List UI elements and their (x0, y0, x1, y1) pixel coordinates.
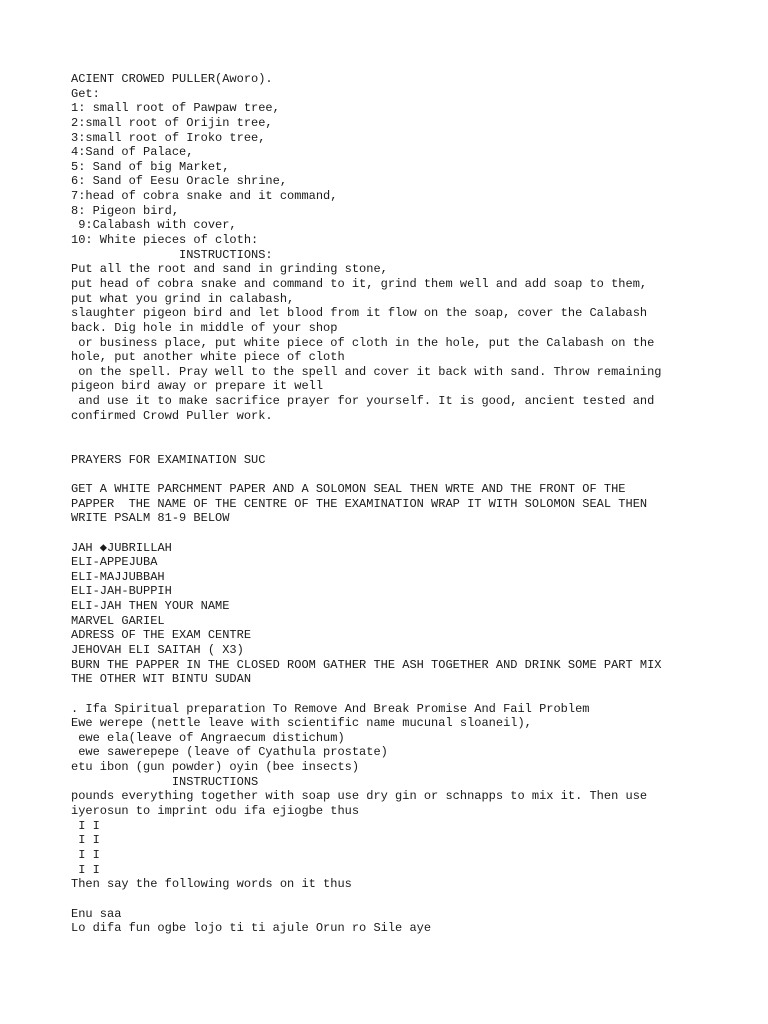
text-line: JEHOVAH ELI SAITAH ( X3) (71, 642, 244, 657)
text-line: pigeon bird away or prepare it well (71, 379, 324, 394)
text-line: Put all the root and sand in grinding stone, (71, 262, 388, 277)
text-line: Get: (71, 86, 100, 101)
text-line (71, 423, 731, 438)
text-line: ELI-JAH-BUPPIH (71, 584, 172, 599)
text-line: MARVEL GARIEL (71, 613, 165, 628)
text-line: back. Dig hole in middle of your shop (71, 320, 338, 335)
text-line: ewe sawerepepe (leave of Cyathula prostate) (71, 745, 388, 760)
text-line: Lo difa fun ogbe lojo ti ti ajule Orun ro Sile aye (71, 921, 432, 936)
text-line: 8: Pigeon bird, (71, 203, 180, 218)
text-line: 1: small root of Pawpaw tree, (71, 101, 280, 116)
text-line: 10: White pieces of cloth: (71, 233, 259, 248)
text-line (71, 438, 731, 453)
text-line: ELI-JAH THEN YOUR NAME (71, 599, 230, 614)
text-line (71, 892, 731, 907)
text-line: PAPPER THE NAME OF THE CENTRE OF THE EXAMINATION WRAP IT WITH SOLOMON SEAL THEN (71, 496, 648, 511)
text-line: pounds everything together with soap use dry gin or schnapps to mix it. Then use (71, 789, 648, 804)
text-line: 5: Sand of big Market, (71, 159, 230, 174)
text-line: iyerosun to imprint odu ifa ejiogbe thus (71, 804, 360, 819)
text-line: INSTRUCTIONS: (71, 247, 273, 262)
text-line: on the spell. Pray well to the spell and cover it back with sand. Throw remaining (71, 364, 662, 379)
text-line: 4:Sand of Palace, (71, 145, 194, 160)
text-line: I I (71, 847, 100, 862)
text-line: confirmed Crowd Puller work. (71, 408, 273, 423)
text-line: INSTRUCTIONS (71, 774, 259, 789)
text-line: hole, put another white piece of cloth (71, 350, 345, 365)
text-line: ewe ela(leave of Angraecum distichum) (71, 730, 345, 745)
text-line: THE OTHER WIT BINTU SUDAN (71, 672, 252, 687)
text-line: WRITE PSALM 81-9 BELOW (71, 511, 230, 526)
text-line (71, 526, 731, 541)
text-line: put head of cobra snake and command to it, grind them well and add soap to them, (71, 276, 648, 291)
text-line: Enu saa (71, 906, 122, 921)
text-line: 7:head of cobra snake and it command, (71, 189, 338, 204)
text-line: and use it to make sacrifice prayer for yourself. It is good, ancient tested and (71, 394, 655, 409)
text-line: ELI-APPEJUBA (71, 555, 158, 570)
text-line: I I (71, 833, 100, 848)
text-line: I I (71, 862, 100, 877)
text-line: 2:small root of Orijin tree, (71, 115, 273, 130)
text-line: ADRESS OF THE EXAM CENTRE (71, 628, 252, 643)
text-line: put what you grind in calabash, (71, 291, 295, 306)
text-line: Then say the following words on it thus (71, 877, 352, 892)
text-line: GET A WHITE PARCHMENT PAPER AND A SOLOMON SEAL THEN WRTE AND THE FRONT OF THE (71, 481, 626, 496)
text-line: . Ifa Spiritual preparation To Remove And Break Promise And Fail Problem (71, 701, 590, 716)
text-line: BURN THE PAPPER IN THE CLOSED ROOM GATHER THE ASH TOGETHER AND DRINK SOME PART MIX (71, 657, 662, 672)
text-line: PRAYERS FOR EXAMINATION SUC (71, 452, 266, 467)
text-line: 6: Sand of Eesu Oracle shrine, (71, 174, 288, 189)
text-line: 3:small root of Iroko tree, (71, 130, 266, 145)
text-line: Ewe werepe (nettle leave with scientific name mucunal sloaneil), (71, 716, 532, 731)
text-line: JAH ◆JUBRILLAH (71, 540, 172, 555)
text-line: etu ibon (gun powder) oyin (bee insects) (71, 760, 360, 775)
text-line: ELI-MAJJUBBAH (71, 569, 165, 584)
text-line: or business place, put white piece of cloth in the hole, put the Calabash on the (71, 335, 655, 350)
text-line: 9:Calabash with cover, (71, 218, 237, 233)
document-page (71, 72, 731, 936)
text-line: ACIENT CROWED PULLER(Aworo). (71, 72, 273, 86)
text-line: I I (71, 818, 100, 833)
text-line (71, 687, 731, 702)
text-line: slaughter pigeon bird and let blood from it flow on the soap, cover the Calabash (71, 306, 648, 321)
text-line (71, 467, 731, 482)
